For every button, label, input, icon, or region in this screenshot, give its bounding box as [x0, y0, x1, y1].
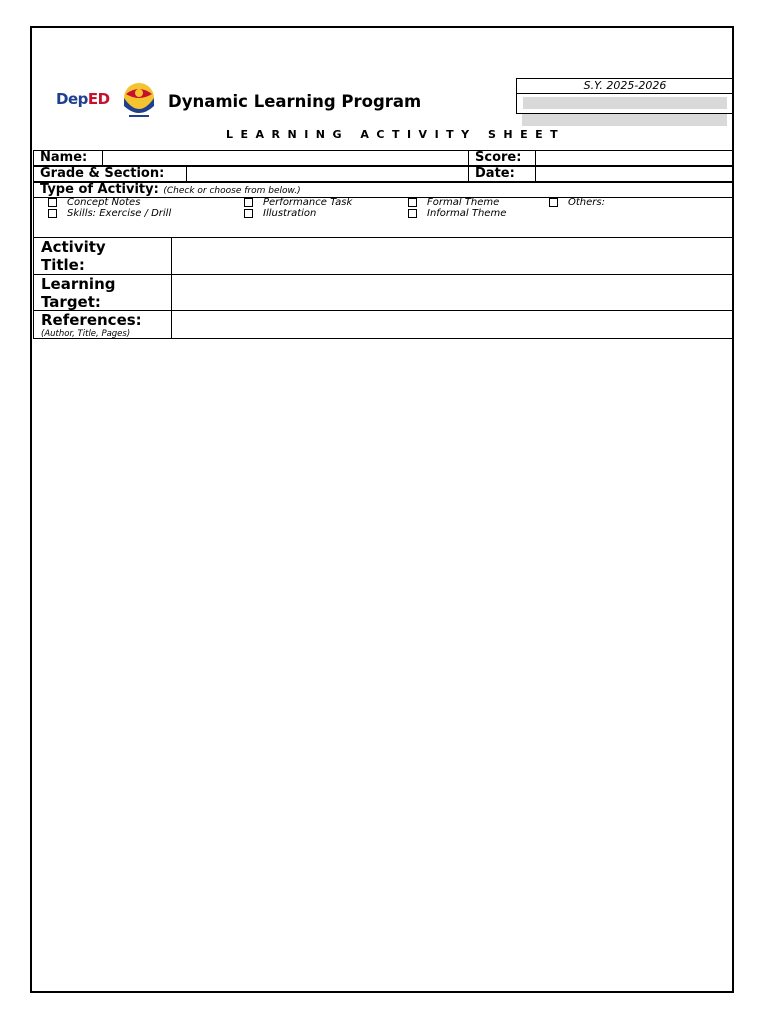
references-label: References: (Author, Title, Pages): [34, 311, 172, 338]
school-field[interactable]: [523, 97, 727, 109]
checkbox-icon[interactable]: [408, 198, 417, 207]
checkbox-icon[interactable]: [48, 209, 57, 218]
learning-target-row: [34, 275, 733, 311]
score-field[interactable]: [536, 151, 733, 165]
references-note: (Author, Title, Pages): [41, 329, 131, 339]
school-field-2[interactable]: [522, 114, 727, 126]
type-of-activity-label: Type of Activity: (Check or choose from below.): [40, 182, 301, 197]
date-label: Date:: [469, 167, 536, 181]
option-formal-theme[interactable]: Formal Theme: [408, 197, 499, 209]
date-field[interactable]: [536, 167, 733, 181]
checkbox-icon[interactable]: [244, 198, 253, 207]
score-label: Score:: [469, 151, 536, 165]
type-note: (Check or choose from below.): [163, 186, 301, 196]
option-illustration[interactable]: Illustration: [244, 208, 316, 220]
references-row: [34, 311, 733, 338]
checkbox-icon[interactable]: [244, 209, 253, 218]
learning-target-label: Learning Target:: [34, 275, 172, 310]
type-of-activity-row: [33, 182, 734, 198]
deped-logo: DepED: [56, 90, 110, 108]
activity-title-row: [34, 238, 733, 275]
name-score-row: [33, 150, 734, 166]
checkbox-icon[interactable]: [48, 198, 57, 207]
option-performance-task[interactable]: Performance Task: [244, 197, 352, 209]
sheet-title: LEARNING ACTIVITY SHEET: [226, 128, 566, 141]
school-year-box: [516, 78, 734, 114]
program-title: Dynamic Learning Program: [168, 92, 422, 111]
option-informal-theme[interactable]: Informal Theme: [408, 208, 506, 220]
option-concept-notes[interactable]: Concept Notes: [48, 197, 140, 209]
school-year-text: S.Y. 2025-2026: [517, 79, 733, 94]
checkbox-icon[interactable]: [408, 209, 417, 218]
grade-date-row: [33, 166, 734, 182]
bagong-pilipinas-logo: [120, 80, 158, 120]
name-field[interactable]: [103, 151, 469, 165]
activity-title-label: Activity Title:: [34, 238, 172, 274]
grade-section-label: Grade & Section:: [34, 167, 187, 181]
checkbox-icon[interactable]: [549, 198, 558, 207]
name-label: Name:: [34, 151, 103, 165]
activity-options: [33, 197, 734, 238]
option-others[interactable]: Others:: [549, 197, 605, 209]
details-table: [33, 237, 734, 339]
grade-section-field[interactable]: [187, 167, 469, 181]
option-skills[interactable]: Skills: Exercise / Drill: [48, 208, 171, 220]
